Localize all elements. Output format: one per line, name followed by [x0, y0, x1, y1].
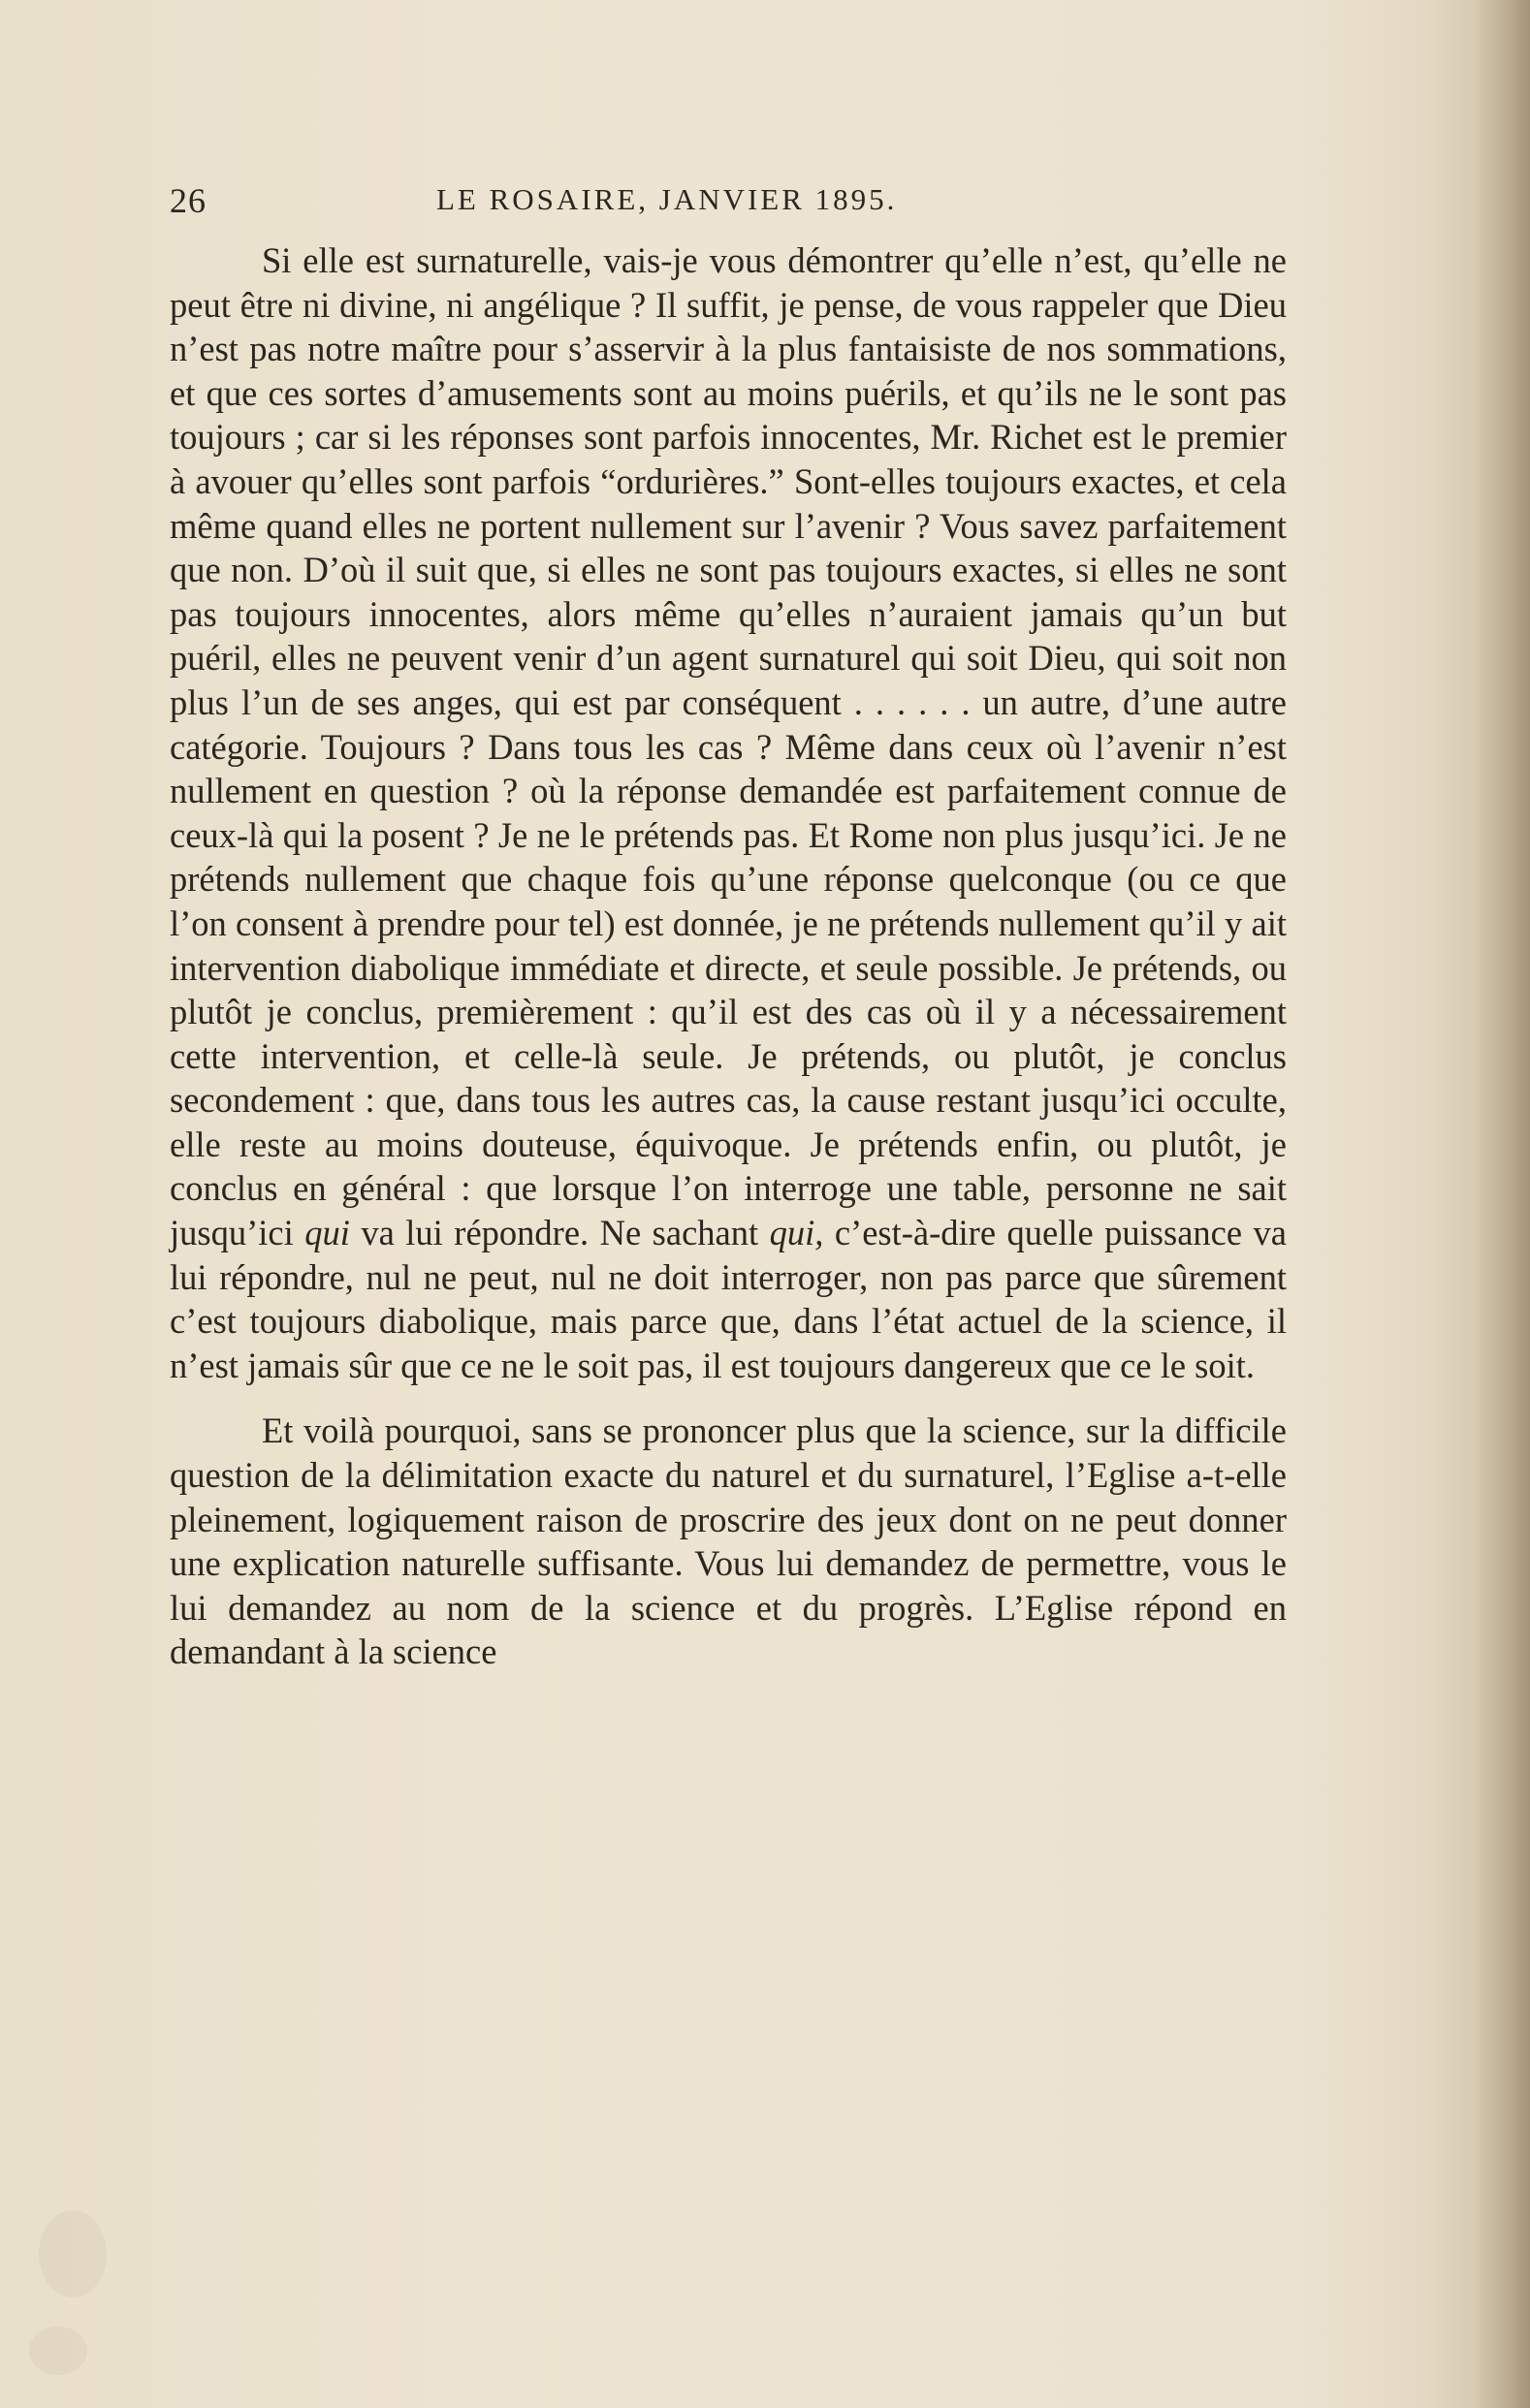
page-number: 26 [170, 181, 207, 220]
paragraph-2: Et voilà pourquoi, sans se prononcer plus que la science, sur la difficile question de la délimitation exacte du naturel et du surnaturel, l’Eglise a-t-elle pleinement, logiquement raison de proscrire des jeux dont on ne peut donner une explication naturelle suffisante. Vous lui demandez de permettre, vous le lui demandez au nom de la science et du progrès. L’Eglise répond en demandant à la science [170, 1410, 1287, 1672]
italic-word-qui-2: qui, [769, 1213, 824, 1253]
paragraph-1-text-b: va lui répondre. Ne sachant [361, 1213, 759, 1253]
body-text [170, 238, 1287, 1674]
paragraph-1-text-a: Si elle est surnaturelle, vais-je vous démontrer qu’elle n’est, qu’elle ne peut être ni divine, ni angélique ? Il suffit, je pense, de vous rappeler que Dieu n’est pas notre maître pour s’asservir à la plus fantaisiste de nos sommations, et que ces sortes d’amusements sont au moins puérils, et qu’ils ne le sont pas toujours ; car si les réponses sont parfois innocentes, Mr. Richet est le premier à avouer qu’elles sont parfois “ordurières.” Sont-elles toujours exactes, et cela même quand elles ne portent nullement sur l’avenir ? Vous savez parfaitement que non. D’où il suit que, si elles ne sont pas toujours exactes, si elles ne sont pas toujours innocentes, alors même qu’elles n’auraient jamais qu’un but puéril, elles ne peuvent venir d’un agent surnaturel qui soit Dieu, qui soit non plus l’un de ses anges, qui est par conséquent . . . . . . un autre, d’une autre catégorie. Toujours ? Dans tous les cas ? Même dans ceux où l’avenir n’est nullement en question ? où la réponse demandée est parfaitement connue de ceux-là qui la posent ? Je ne le prétends pas. Et Rome non plus jusqu’ici. Je ne prétends nullement que chaque fois qu’une réponse quelconque (ou ce que l’on consent à prendre pour tel) est donnée, je ne prétends nullement qu’il y ait intervention diabolique immédiate et directe, et seule possible. Je prétends, ou plutôt je conclus, premièrement : qu’il est des cas où il y a nécessairement cette intervention, et celle-là seule. Je prétends, ou plutôt, je conclus secondement : que, dans tous les autres cas, la cause restant jusqu’ici occulte, elle reste au moins douteuse, équivoque. Je prétends enfin, ou plutôt, je conclus en général : que lorsque l’on interroge une table, personne ne sait jusqu’ici [170, 240, 1287, 1253]
paragraph-1 [170, 238, 1287, 1387]
italic-word-qui: qui [304, 1213, 350, 1253]
paper-spot [39, 2210, 107, 2297]
running-header [170, 180, 1287, 229]
paper-spot [29, 2327, 87, 2375]
running-title: LE ROSAIRE, JANVIER 1895. [436, 182, 898, 216]
page-edge-shadow [1474, 0, 1530, 2408]
paragraph-1-text-c: c’est-à-dire quelle puissance va lui répondre, nul ne peut, nul ne doit interroger, non pas parce que sûrement c’est toujours diabolique, mais parce que, dans l’état actuel de la science, il n’est jamais sûr que ce ne le soit pas, il est toujours dangereux que ce le soit. [170, 1213, 1287, 1385]
